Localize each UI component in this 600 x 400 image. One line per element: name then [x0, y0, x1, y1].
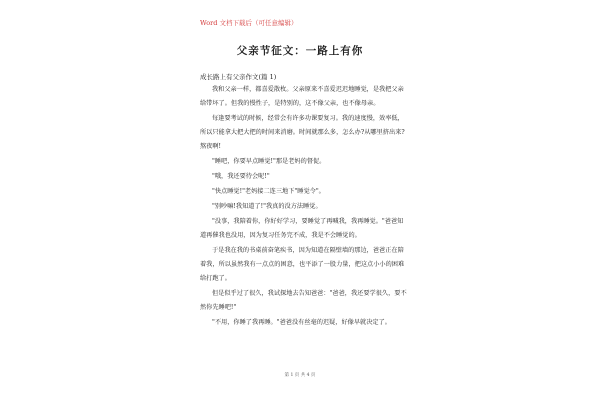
paragraph: 于是我在我的书桌前奋笔疾书，因为知道在隔壁墙的那边，爸爸正在陪着我，所以虽然我有一点点的困意，也平添了一股力量，把这点小小的困难给打跑了。	[200, 247, 405, 282]
section-title: 成长路上有父亲作文(篇 1)	[200, 73, 277, 81]
paragraph: 但是似乎过了很久，我试探地去告知爸爸："爸爸，我还要学很久，要不然你先睡吧!"	[200, 290, 407, 311]
document-title: 父亲节征文：一路上有你	[236, 45, 364, 57]
header-note: Word 文档下载后（可任意编辑）	[200, 19, 298, 27]
paragraph: 每逢要考试的时候，经常会有许多功课要复习。我的速度慢，效率低，所以只能拿大把大把的时间来消磨。时间就那么多，怎么办?从哪里挤出来?熬夜啊!	[200, 115, 405, 150]
paragraph: "哦，我还要待会呢!"	[212, 173, 270, 180]
paragraph: "不用，你睡了我再睡。"爸爸没有丝毫的迟疑，好像早就决定了。	[212, 319, 391, 326]
paragraph: "没事，我陪着你，你好好学习，要睡觉了再喊我，我再睡觉。"爸爸知道再催我也没用，因为复习任务完不成，我是不会睡觉的。	[200, 218, 404, 239]
document-body	[200, 83, 408, 331]
paragraph: "别吵嘛!我知道了!"我真的没方法睡觉。	[212, 203, 322, 210]
paragraph: 我和父亲一样，都喜爱散枚。父亲原来不喜爱迟迟地睡觉，是我把父亲给带坏了。但我的慢性子，是特别的，这不像父亲，也不像母亲。	[200, 86, 404, 107]
paragraph: "睡吧，你要早点睡觉!"那是老妈的督促。	[212, 158, 326, 165]
page-footer: 第 1 页 共 4 页	[284, 373, 316, 378]
paragraph: "快点睡觉!"老妈接二连三地下"睡觉令"。	[212, 188, 325, 195]
